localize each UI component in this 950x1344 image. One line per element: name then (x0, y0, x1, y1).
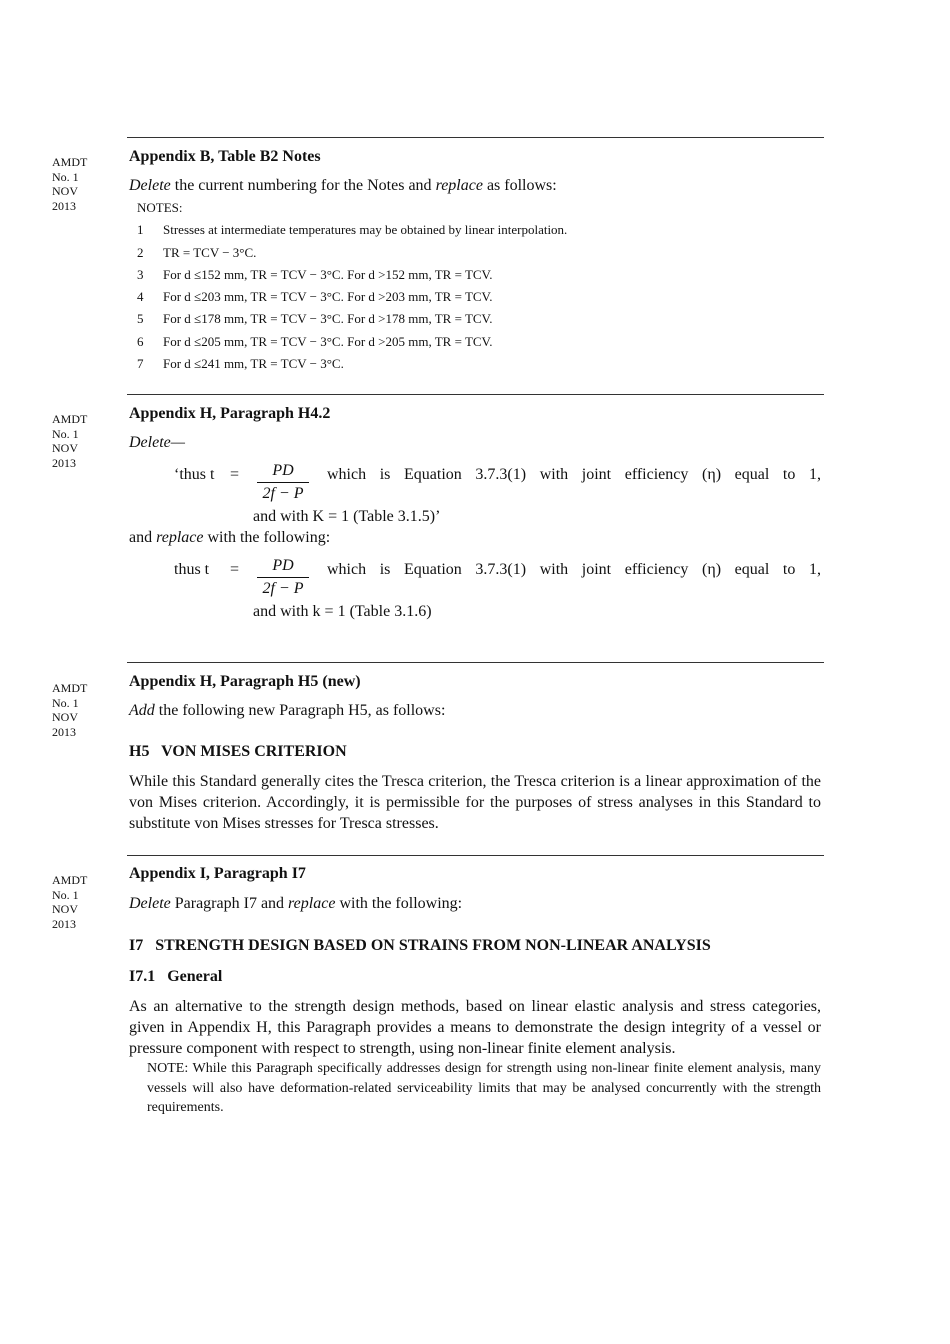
amendment-tag: AMDT No. 1 NOV 2013 (52, 681, 88, 739)
section-appendix-i7 (129, 864, 821, 1118)
note-item: 3 For d ≤152 mm, TR = TCV − 3°C. For d >152 mm, TR = TCV. (137, 266, 493, 282)
note-item: 4 For d ≤203 mm, TR = TCV − 3°C. For d >203 mm, TR = TCV. (137, 289, 493, 305)
note-item: 1 Stresses at intermediate temperatures may be obtained by linear interpolation. (137, 222, 568, 238)
notes-list (129, 197, 821, 375)
amendment-tag: AMDT No. 1 NOV 2013 (52, 873, 88, 931)
equation-replacement: thus t = PD 2f − P which is Equation 3.7.3(1) with joint efficiency (η) equal to 1, and with k = 1 (Table 3.1.6) (174, 557, 821, 620)
section-divider (127, 137, 824, 138)
subheading: H5 VON MISES CRITERION (129, 743, 347, 760)
amendment-tag: AMDT No. 1 NOV 2013 (52, 412, 88, 470)
body-paragraph: As an alternative to the strength design methods, based on linear elastic analysis and stress categories, given in Appendix H, this Paragraph provides a means to demonstrate the design integrity of a vessel or pressure component with respect to strength, using non-linear finite element analysis. (129, 998, 821, 1057)
section-appendix-h42 (129, 404, 821, 635)
subsubheading: I7.1 General (129, 968, 223, 985)
fraction: PD 2f − P (257, 460, 309, 505)
equation-deleted: ‘thus t = PD 2f − P which is Equation 3.7.3(1) with joint efficiency (η) equal to 1, and with K = 1 (Table 3.1.5)’ (174, 462, 821, 525)
section-divider (127, 855, 824, 856)
instruction: Delete the current numbering for the Notes and replace as follows: (129, 177, 557, 194)
section-divider (127, 662, 824, 663)
section-appendix-b (129, 147, 821, 375)
subheading: I7 STRENGTH DESIGN BASED ON STRAINS FROM NON-LINEAR ANALYSIS (129, 937, 711, 954)
fraction: PD 2f − P (257, 555, 309, 600)
section-heading: Appendix H, Paragraph H4.2 (129, 405, 331, 422)
section-heading: Appendix B, Table B2 Notes (129, 148, 321, 165)
note-item: 5 For d ≤178 mm, TR = TCV − 3°C. For d >178 mm, TR = TCV. (137, 311, 493, 327)
note-paragraph: NOTE: While this Paragraph specifically addresses design for strength using non-linear finite element analysis, many vessels will also have deformation-related serviceability limits that may be analysed concurrently with the strength requirements. (147, 1061, 821, 1115)
section-heading: Appendix H, Paragraph H5 (new) (129, 673, 361, 690)
section-divider (127, 394, 824, 395)
instruction: and replace with the following: (129, 529, 331, 546)
section-heading: Appendix I, Paragraph I7 (129, 865, 306, 882)
notes-label: NOTES: (137, 200, 183, 215)
section-appendix-h5 (129, 672, 821, 834)
instruction: Add the following new Paragraph H5, as follows: (129, 702, 446, 719)
note-item: 6 For d ≤205 mm, TR = TCV − 3°C. For d >205 mm, TR = TCV. (137, 333, 493, 349)
note-item: 7 For d ≤241 mm, TR = TCV − 3°C. (137, 356, 344, 372)
instruction: Delete— (129, 434, 185, 451)
instruction: Delete Paragraph I7 and replace with the following: (129, 895, 463, 912)
body-paragraph: While this Standard generally cites the Tresca criterion, the Tresca criterion is a linear approximation of the von Mises criterion. Accordingly, it is permissible for the purposes of stress analyses in this Standard to substitute von Mises stresses for Tresca stresses. (129, 773, 821, 832)
note-item: 2 TR = TCV − 3°C. (137, 244, 257, 260)
amendment-tag: AMDT No. 1 NOV 2013 (52, 155, 88, 213)
